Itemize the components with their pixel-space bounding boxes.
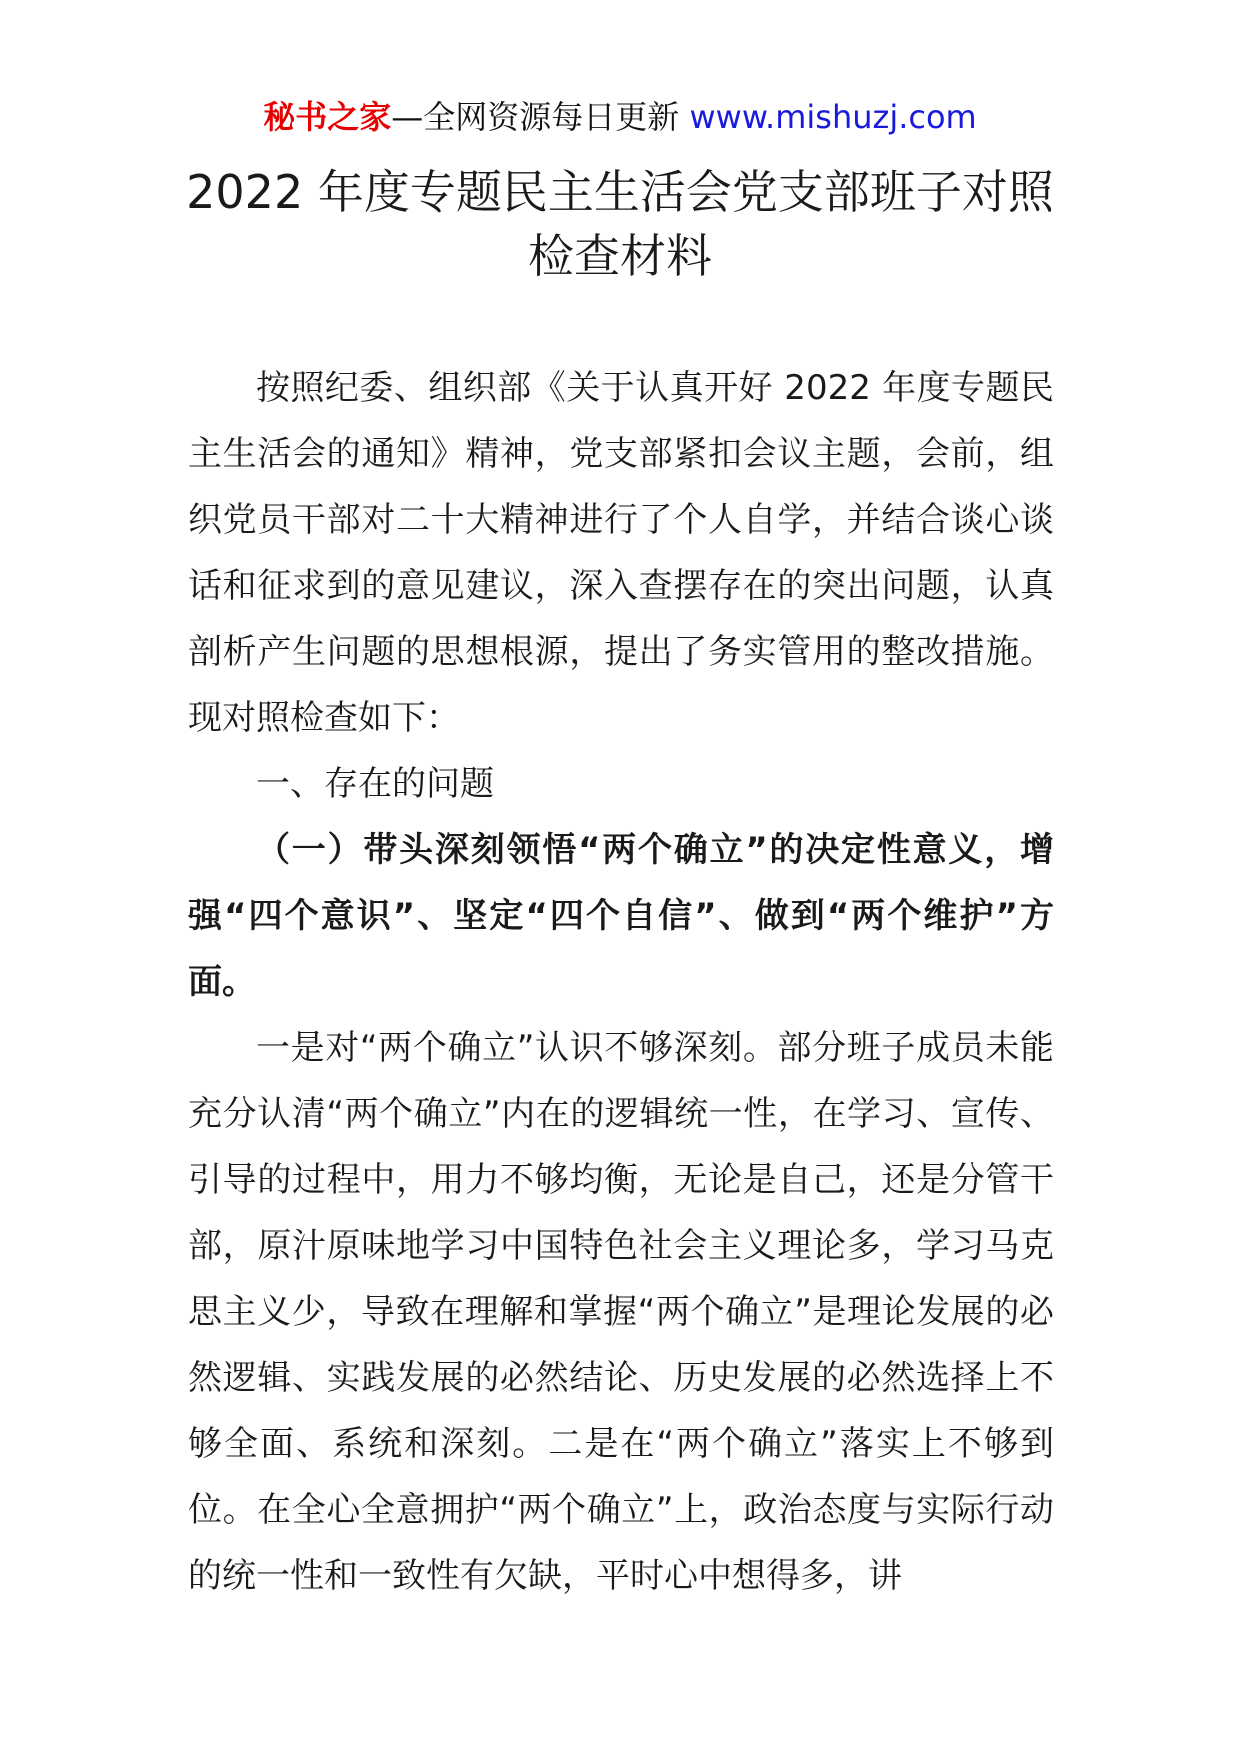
site-banner — [0, 95, 1240, 139]
banner-tagline: —全网资源每日更新 — [391, 98, 680, 136]
document-title — [170, 160, 1070, 288]
title-line-2: 检查材料 — [528, 229, 712, 283]
title-line-1: 2022 年度专题民主生活会党支部班子对照 — [186, 165, 1054, 219]
section-heading: 一、存在的问题 — [256, 764, 494, 804]
brand-name: 秘书之家 — [263, 98, 392, 136]
site-url-link[interactable]: www.mishuzj.com — [689, 98, 977, 136]
subsection-heading: （一）带头深刻领悟“两个确立”的决定性意义，增强“四个意识”、坚定“四个自信”、做到“两个维护”方面。 — [188, 830, 1054, 1002]
body-paragraph: 一是对“两个确立”认识不够深刻。部分班子成员未能充分认清“两个确立”内在的逻辑统一性，在学习、宣传、引导的过程中，用力不够均衡，无论是自己，还是分管干部，原汁原味地学习中国特色社会主义理论多，学习马克思主义少，导致在理解和掌握“两个确立”是理论发展的必然逻辑、实践发展的必然结论、历史发展的必然选择上不够全面、系统和深刻。二是在“两个确立”落实上不够到位。在全心全意拥护“两个确立”上，政治态度与实际行动的统一性和一致性有欠缺，平时心中想得多，讲 — [188, 1028, 1054, 1596]
document-body — [188, 355, 1054, 1609]
intro-paragraph: 按照纪委、组织部《关于认真开好 2022 年度专题民主生活会的通知》精神，党支部紧扣会议主题，会前，组织党员干部对二十大精神进行了个人自学，并结合谈心谈话和征求到的意见建议，深入查摆存在的突出问题，认真剖析产生问题的思想根源，提出了务实管用的整改措施。现对照检查如下： — [188, 368, 1054, 738]
